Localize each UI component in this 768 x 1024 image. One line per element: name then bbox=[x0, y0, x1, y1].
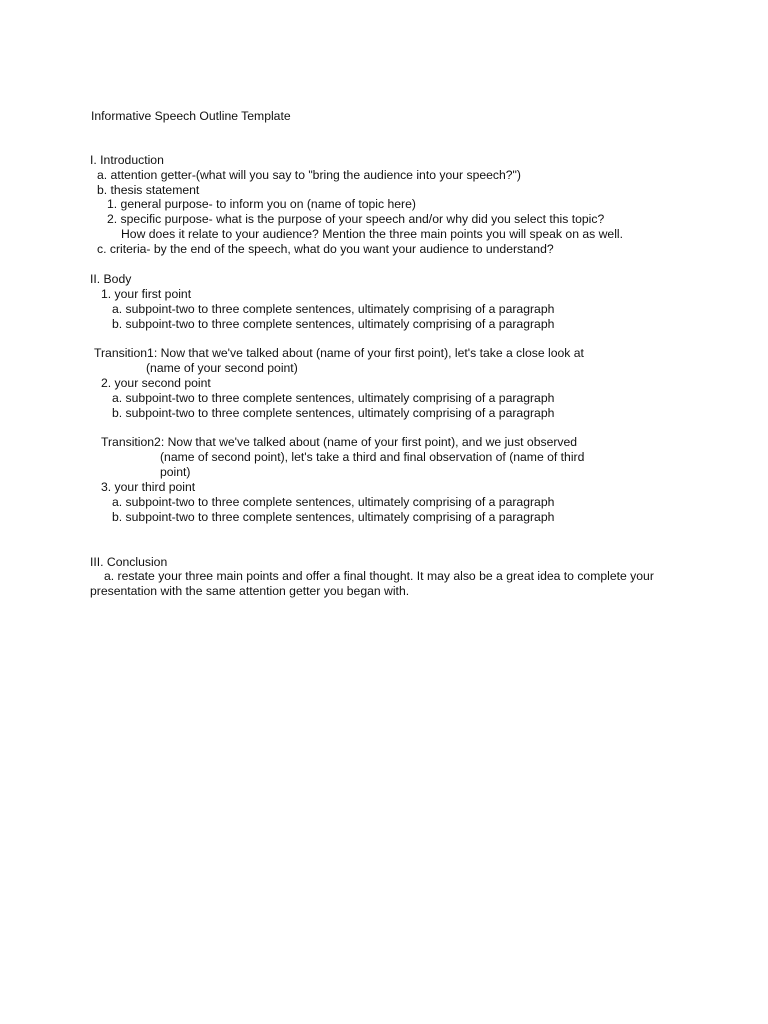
transition-1-line1: Transition1: Now that we've talked about (name of your first point), let's take a close look at bbox=[94, 346, 584, 360]
conclusion-item-a-line2: presentation with the same attention getter you began with. bbox=[90, 584, 410, 598]
conclusion-item-a-line1: a. restate your three main points and offer a final thought. It may also be a great idea to complete your bbox=[104, 569, 654, 583]
document-title: Informative Speech Outline Template bbox=[91, 109, 291, 123]
intro-item-c: c. criteria- by the end of the speech, what do you want your audience to understand? bbox=[97, 242, 554, 256]
body-point-3-sub-b: b. subpoint-two to three complete sentences, ultimately comprising of a paragraph bbox=[112, 510, 555, 524]
intro-item-b: b. thesis statement bbox=[97, 183, 200, 197]
body-point-2-sub-b: b. subpoint-two to three complete sentences, ultimately comprising of a paragraph bbox=[112, 406, 555, 420]
transition-2-line1: Transition2: Now that we've talked about (name of your first point), and we just observed bbox=[101, 435, 578, 449]
intro-item-b2-line1: 2. specific purpose- what is the purpose of your speech and/or why did you select this topic? bbox=[107, 212, 605, 226]
conclusion-heading: III. Conclusion bbox=[90, 555, 168, 569]
body-point-2: 2. your second point bbox=[101, 376, 211, 390]
transition-2-line2: (name of second point), let's take a third and final observation of (name of third bbox=[160, 450, 585, 464]
body-point-3: 3. your third point bbox=[101, 480, 196, 494]
body-point-2-sub-a: a. subpoint-two to three complete sentences, ultimately comprising of a paragraph bbox=[112, 391, 555, 405]
transition-2-line3: point) bbox=[160, 465, 191, 479]
intro-item-a: a. attention getter-(what will you say to "bring the audience into your speech?") bbox=[97, 168, 521, 182]
body-point-3-sub-a: a. subpoint-two to three complete sentences, ultimately comprising of a paragraph bbox=[112, 495, 555, 509]
intro-item-b2-line2: How does it relate to your audience? Mention the three main points you will speak on as well. bbox=[121, 227, 623, 241]
body-point-1-sub-b: b. subpoint-two to three complete sentences, ultimately comprising of a paragraph bbox=[112, 317, 555, 331]
body-point-1: 1. your first point bbox=[101, 287, 192, 301]
transition-1-line2: (name of your second point) bbox=[146, 361, 298, 375]
intro-item-b1: 1. general purpose- to inform you on (name of topic here) bbox=[107, 197, 416, 211]
body-point-1-sub-a: a. subpoint-two to three complete sentences, ultimately comprising of a paragraph bbox=[112, 302, 555, 316]
introduction-heading: I. Introduction bbox=[90, 153, 164, 167]
body-heading: II. Body bbox=[90, 272, 132, 286]
